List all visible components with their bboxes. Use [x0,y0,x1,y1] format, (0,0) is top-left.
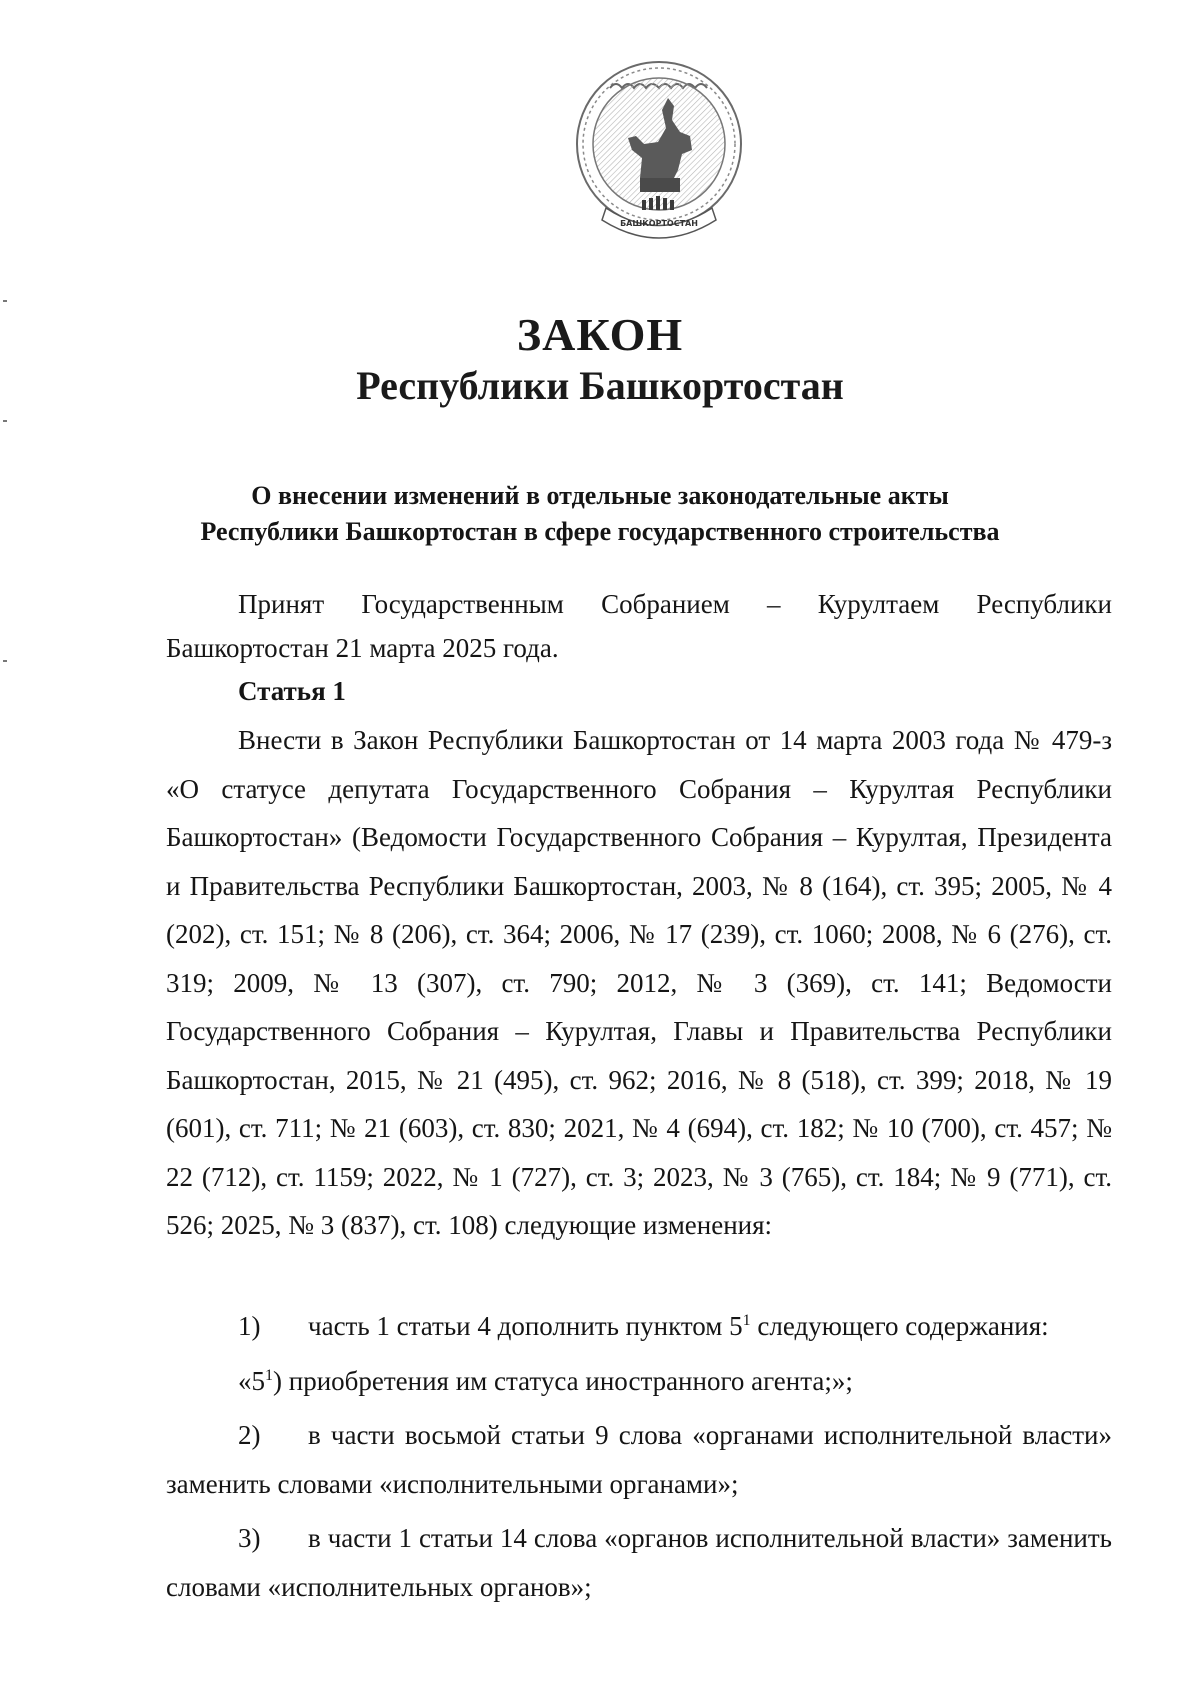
item-number: 2) [238,1420,261,1450]
superscript: 1 [265,1366,273,1384]
coat-of-arms-emblem [570,58,748,246]
article-items [166,1302,1112,1617]
list-item [166,1514,1112,1611]
item-text: следующего содержания: [750,1311,1049,1341]
scan-mark [3,660,7,662]
law-subject-line-1: О внесении изменений в отдельные законодательные акты [251,481,949,510]
superscript: 1 [742,1312,751,1329]
list-item [166,1302,1112,1351]
quote-text: ) приобретения им статуса иностранного агента;»; [273,1365,853,1396]
item-number: 1) [238,1311,261,1341]
page-title: ЗАКОН [516,309,684,360]
item-number: 3) [238,1523,261,1553]
list-item [166,1357,1112,1406]
law-subject [0,478,1200,550]
article-title: Статья 1 [238,676,346,706]
article-body: Внести в Закон Республики Башкортостан от 14 марта 2003 года № 479-з «О статусе депутата Государственного Собрания – Курултая Республики Башкортостан» (Ведомости Государственного Собрания – Курултая, Президента и Правительства Республики Башкортостан, 2003, № 8 (164), ст. 395; 2005, № 4 (202), ст. 151; № 8 (206), ст. 364; 2006, № 17 (239), ст. 1060; 2008, № 6 (276), ст. 319; 2009, № 13 (307), ст. 790; 2012, № 3 (369), ст. 141; Ведомости Государственного Собрания – Курултая, Главы и Правительства Республики Башкортостан, 2015, № 21 (495), ст. 962; 2016, № 8 (518), ст. 399; 2018, № 19 (601), ст. 711; № 21 (603), ст. 830; 2021, № 4 (694), ст. 182; № 10 (700), ст. 457; № 22 (712), ст. 1159; 2022, № 1 (727), ст. 3; 2023, № 3 (765), ст. 184; № 9 (771), ст. 526; 2025, № 3 (837), ст. 108) следующие изменения: [166,725,1112,1240]
item-text: в части восьмой статьи 9 слова «органами исполнительной власти» заменить словами «исполнительными органами»; [166,1420,1112,1499]
emblem-ribbon-text: БАШКОРТОСТАН [620,219,698,228]
quote-open: «5 [238,1365,265,1396]
adoption-note: Принят Государственным Собранием – Курултаем Республики Башкортостан 21 марта 2025 года. [166,589,1112,663]
coat-of-arms-icon [570,58,748,246]
scan-mark [3,420,7,422]
list-item [166,1411,1112,1508]
item-text: в части 1 статьи 14 слова «органов исполнительной власти» заменить словами «исполнительных органов»; [166,1523,1112,1602]
law-subject-line-2: Республики Башкортостан в сфере государственного строительства [200,517,1000,546]
scan-mark [3,300,7,302]
page-subtitle: Республики Башкортостан [356,363,844,408]
item-text: часть 1 статьи 4 дополнить пунктом 5 [308,1311,743,1341]
